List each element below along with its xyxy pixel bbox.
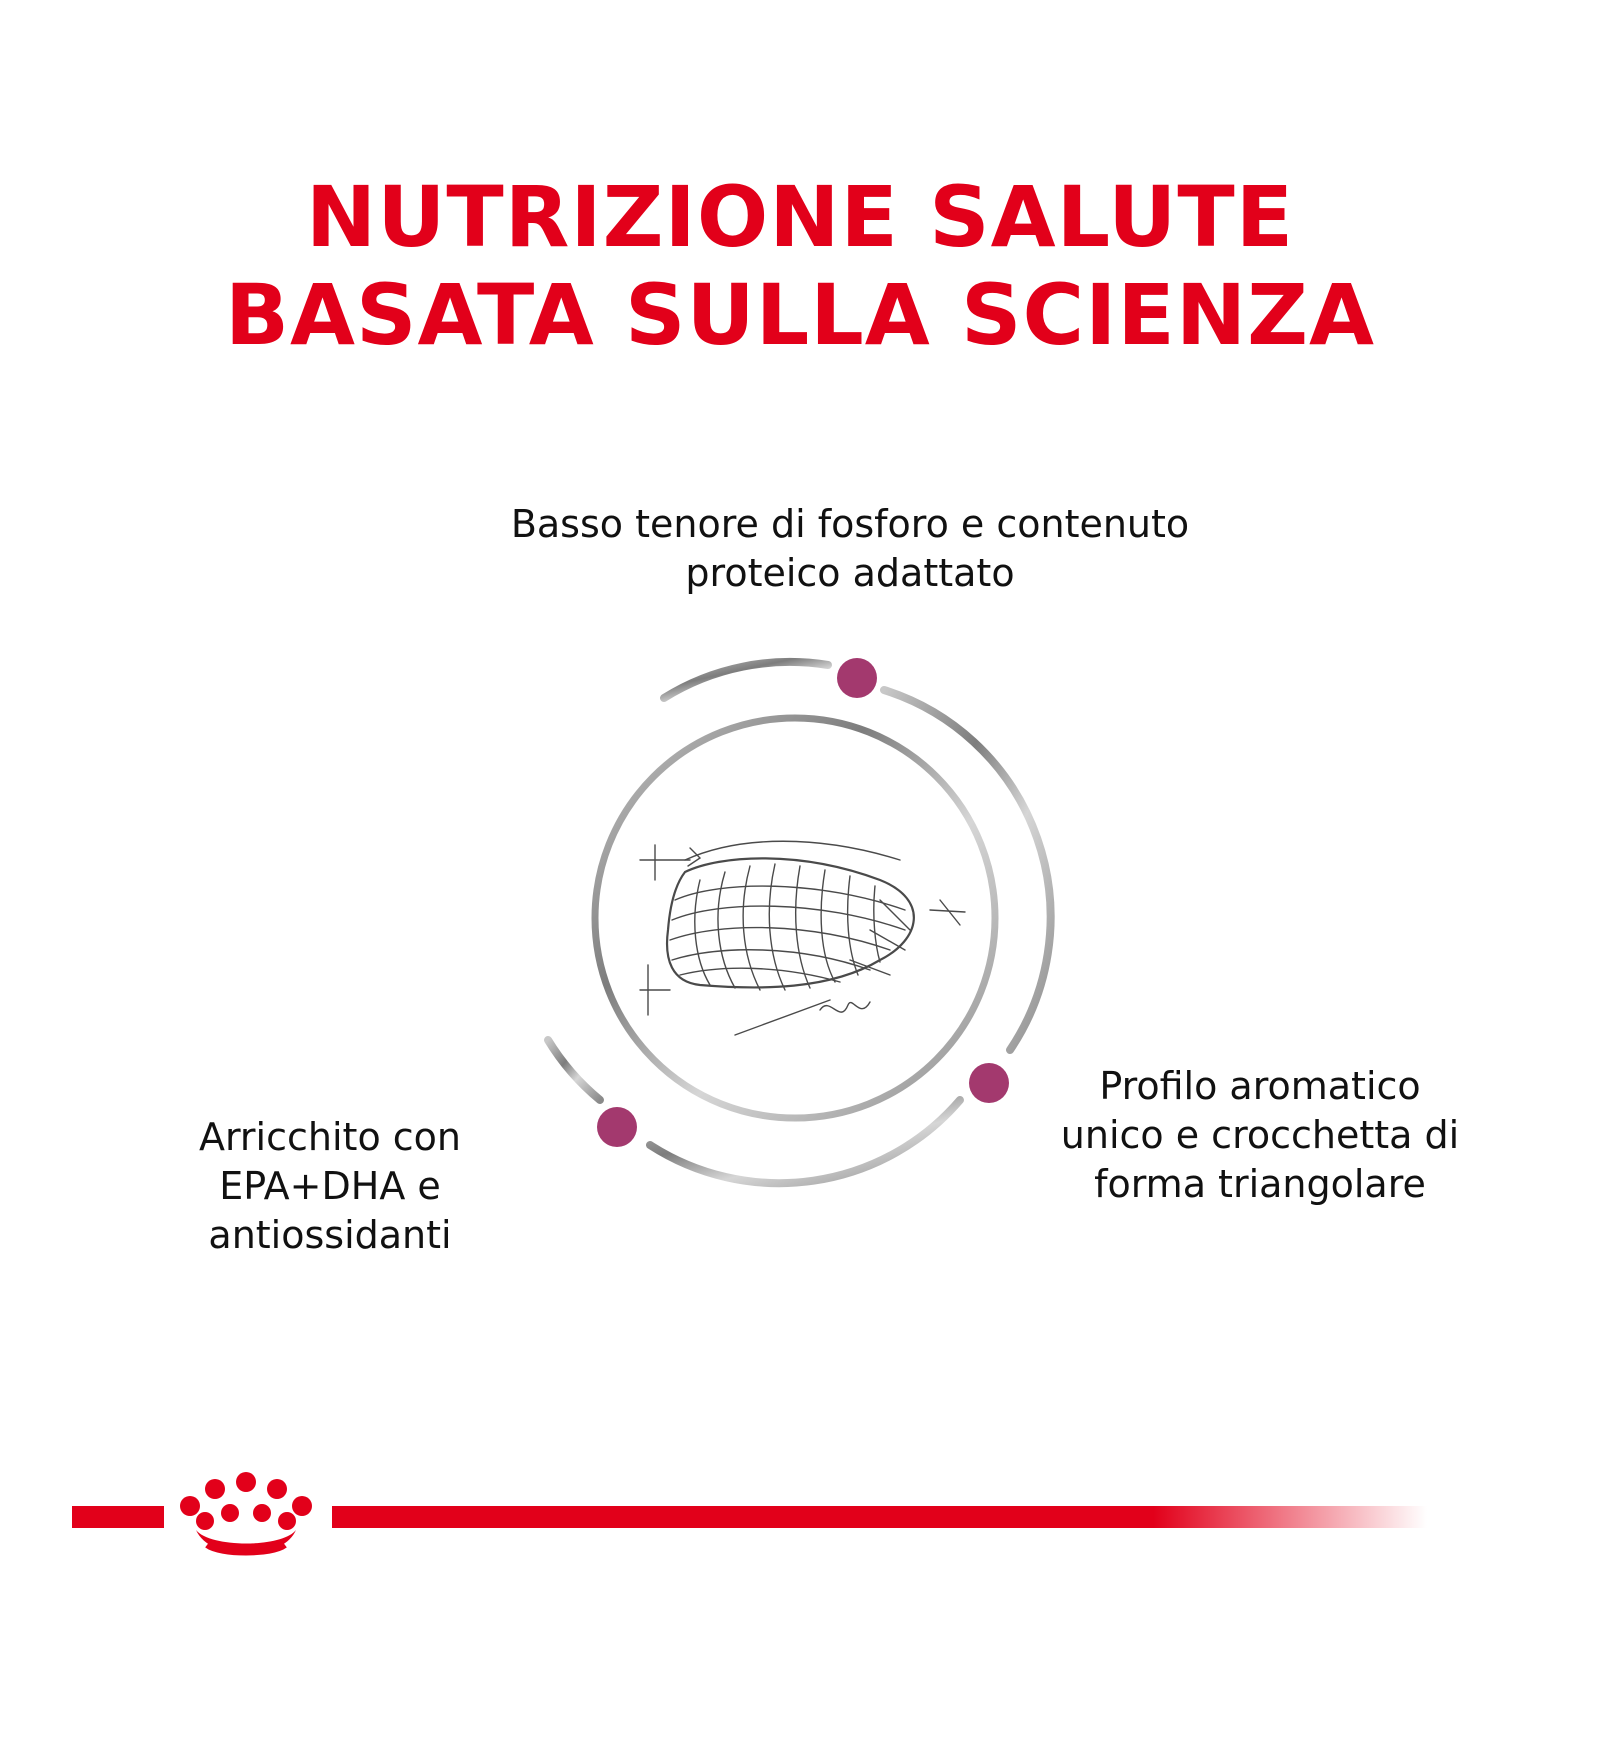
benefit-left-line-1: Arricchito con (198, 1115, 461, 1159)
title-line-2: BASATA SULLA SCIENZA (224, 266, 1376, 364)
brand-bar-right (332, 1506, 1427, 1528)
benefit-right-line-1: Profilo aromatico (1099, 1064, 1421, 1108)
brand-bar-left (72, 1506, 164, 1528)
benefit-top-line-2: proteico adattato (685, 551, 1015, 595)
benefit-top-line-1: Basso tenore di fosforo e contenuto (510, 502, 1190, 546)
benefit-right-line-3: forma triangolare (1094, 1162, 1426, 1206)
benefit-right-line-2: unico e crocchetta di (1060, 1113, 1460, 1157)
benefit-left-line-3: antiossidanti (208, 1213, 452, 1257)
title-line-1: NUTRIZIONE SALUTE (305, 168, 1295, 266)
benefit-left-line-2: EPA+DHA e (219, 1164, 441, 1208)
royal-crown-logo (180, 1472, 312, 1554)
